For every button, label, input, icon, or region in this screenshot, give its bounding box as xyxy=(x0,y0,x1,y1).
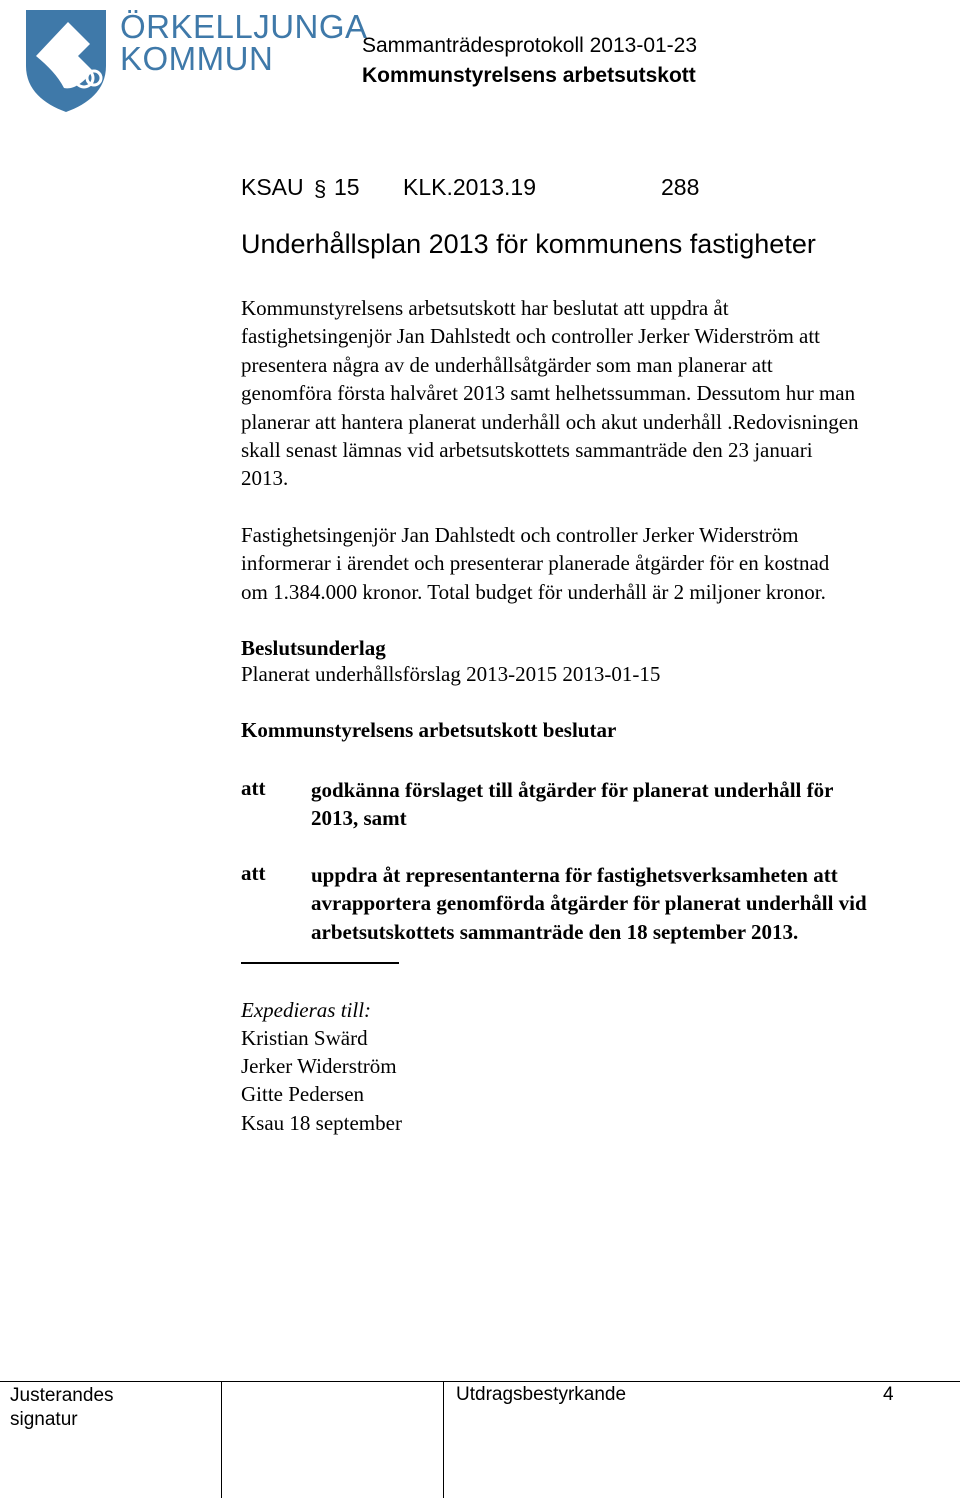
decision-item-text xyxy=(311,861,956,946)
text-line: informerar i ärendet och presenterar planerade åtgärder för en kostnad xyxy=(241,551,830,576)
utdragsbestyrkande-label: Utdragsbestyrkande xyxy=(456,1384,627,1405)
case-number: 288 xyxy=(661,174,700,200)
text-line: presentera några av de underhållsåtgärder som man planerar att xyxy=(241,352,773,377)
text-line: om 1.384.000 kronor. Total budget för underhåll är 2 miljoner kronor. xyxy=(241,579,826,604)
case-reference: KLK.2013.19 xyxy=(403,174,537,200)
distribution-label: Expedieras till: xyxy=(241,998,372,1022)
footer-divider xyxy=(221,1381,222,1498)
text-line: genomföra första halvåret 2013 samt helhetssumman. Dessutom hur man xyxy=(241,381,856,406)
committee-name: Kommunstyrelsens arbetsutskott xyxy=(362,64,696,87)
basis-text: Planerat underhållsförslag 2013-2015 2013-01-15 xyxy=(241,662,661,686)
text-line: fastighetsingenjör Jan Dahlstedt och controller Jerker Widerström att xyxy=(241,324,821,349)
footer-label-line: Justerandes xyxy=(10,1385,114,1406)
distribution-recipient: Gitte Pedersen xyxy=(241,1082,365,1106)
distribution-recipient: Jerker Widerström xyxy=(241,1054,397,1078)
text-line: 2013, samt xyxy=(311,806,407,831)
text-line: 2013. xyxy=(241,466,289,491)
municipality-logo xyxy=(18,4,114,114)
text-line: uppdra åt representanterna för fastighetsverksamheten att xyxy=(311,863,838,887)
text-line: godkänna förslaget till åtgärder för planerat underhåll för xyxy=(311,778,834,802)
separator-rule xyxy=(241,962,399,964)
logo-name-line1: ÖRKELLJUNGA xyxy=(120,8,368,45)
text-line: Kommunstyrelsens arbetsutskott har beslutat att uppdra åt xyxy=(241,296,729,320)
footer-top-border xyxy=(0,1381,960,1382)
decision-heading: Kommunstyrelsens arbetsutskott beslutar xyxy=(241,718,617,742)
logo-name-line2: KOMMUN xyxy=(120,40,274,77)
text-line: arbetsutskottets sammanträde den 18 september 2013. xyxy=(311,919,799,944)
basis-heading: Beslutsunderlag xyxy=(241,636,386,660)
paragraph-background xyxy=(241,294,956,493)
text-line: Fastighetsingenjör Jan Dahlstedt och controller Jerker Widerström xyxy=(241,523,799,547)
text-line: planerar att hantera planerat underhåll och akut underhåll .Redovisningen xyxy=(241,409,859,434)
case-code: KSAU xyxy=(241,174,304,200)
distribution-recipient: Kristian Swärd xyxy=(241,1026,368,1050)
decision-item-text xyxy=(311,776,956,833)
paragraph-information xyxy=(241,521,956,606)
page-number: 4 xyxy=(883,1384,894,1405)
page-title: Underhållsplan 2013 för kommunens fastigheter xyxy=(241,229,816,259)
justerandes-signatur-label xyxy=(10,1384,114,1432)
document-type: Sammanträdesprotokoll 2013-01-23 xyxy=(362,34,698,57)
decision-item-label: att xyxy=(241,861,266,885)
decision-item-label: att xyxy=(241,776,266,800)
footer-divider xyxy=(443,1381,444,1498)
footer-label-line: signatur xyxy=(10,1409,78,1430)
section-sign: § xyxy=(314,176,327,201)
signature-footer xyxy=(0,1381,960,1498)
text-line: skall senast lämnas vid arbetsutskottets sammanträde den 23 januari xyxy=(241,438,813,463)
text-line: avrapportera genomförda åtgärder för planerat underhåll vid xyxy=(311,891,867,916)
section-number: 15 xyxy=(334,174,360,200)
distribution-recipient: Ksau 18 september xyxy=(241,1111,402,1135)
